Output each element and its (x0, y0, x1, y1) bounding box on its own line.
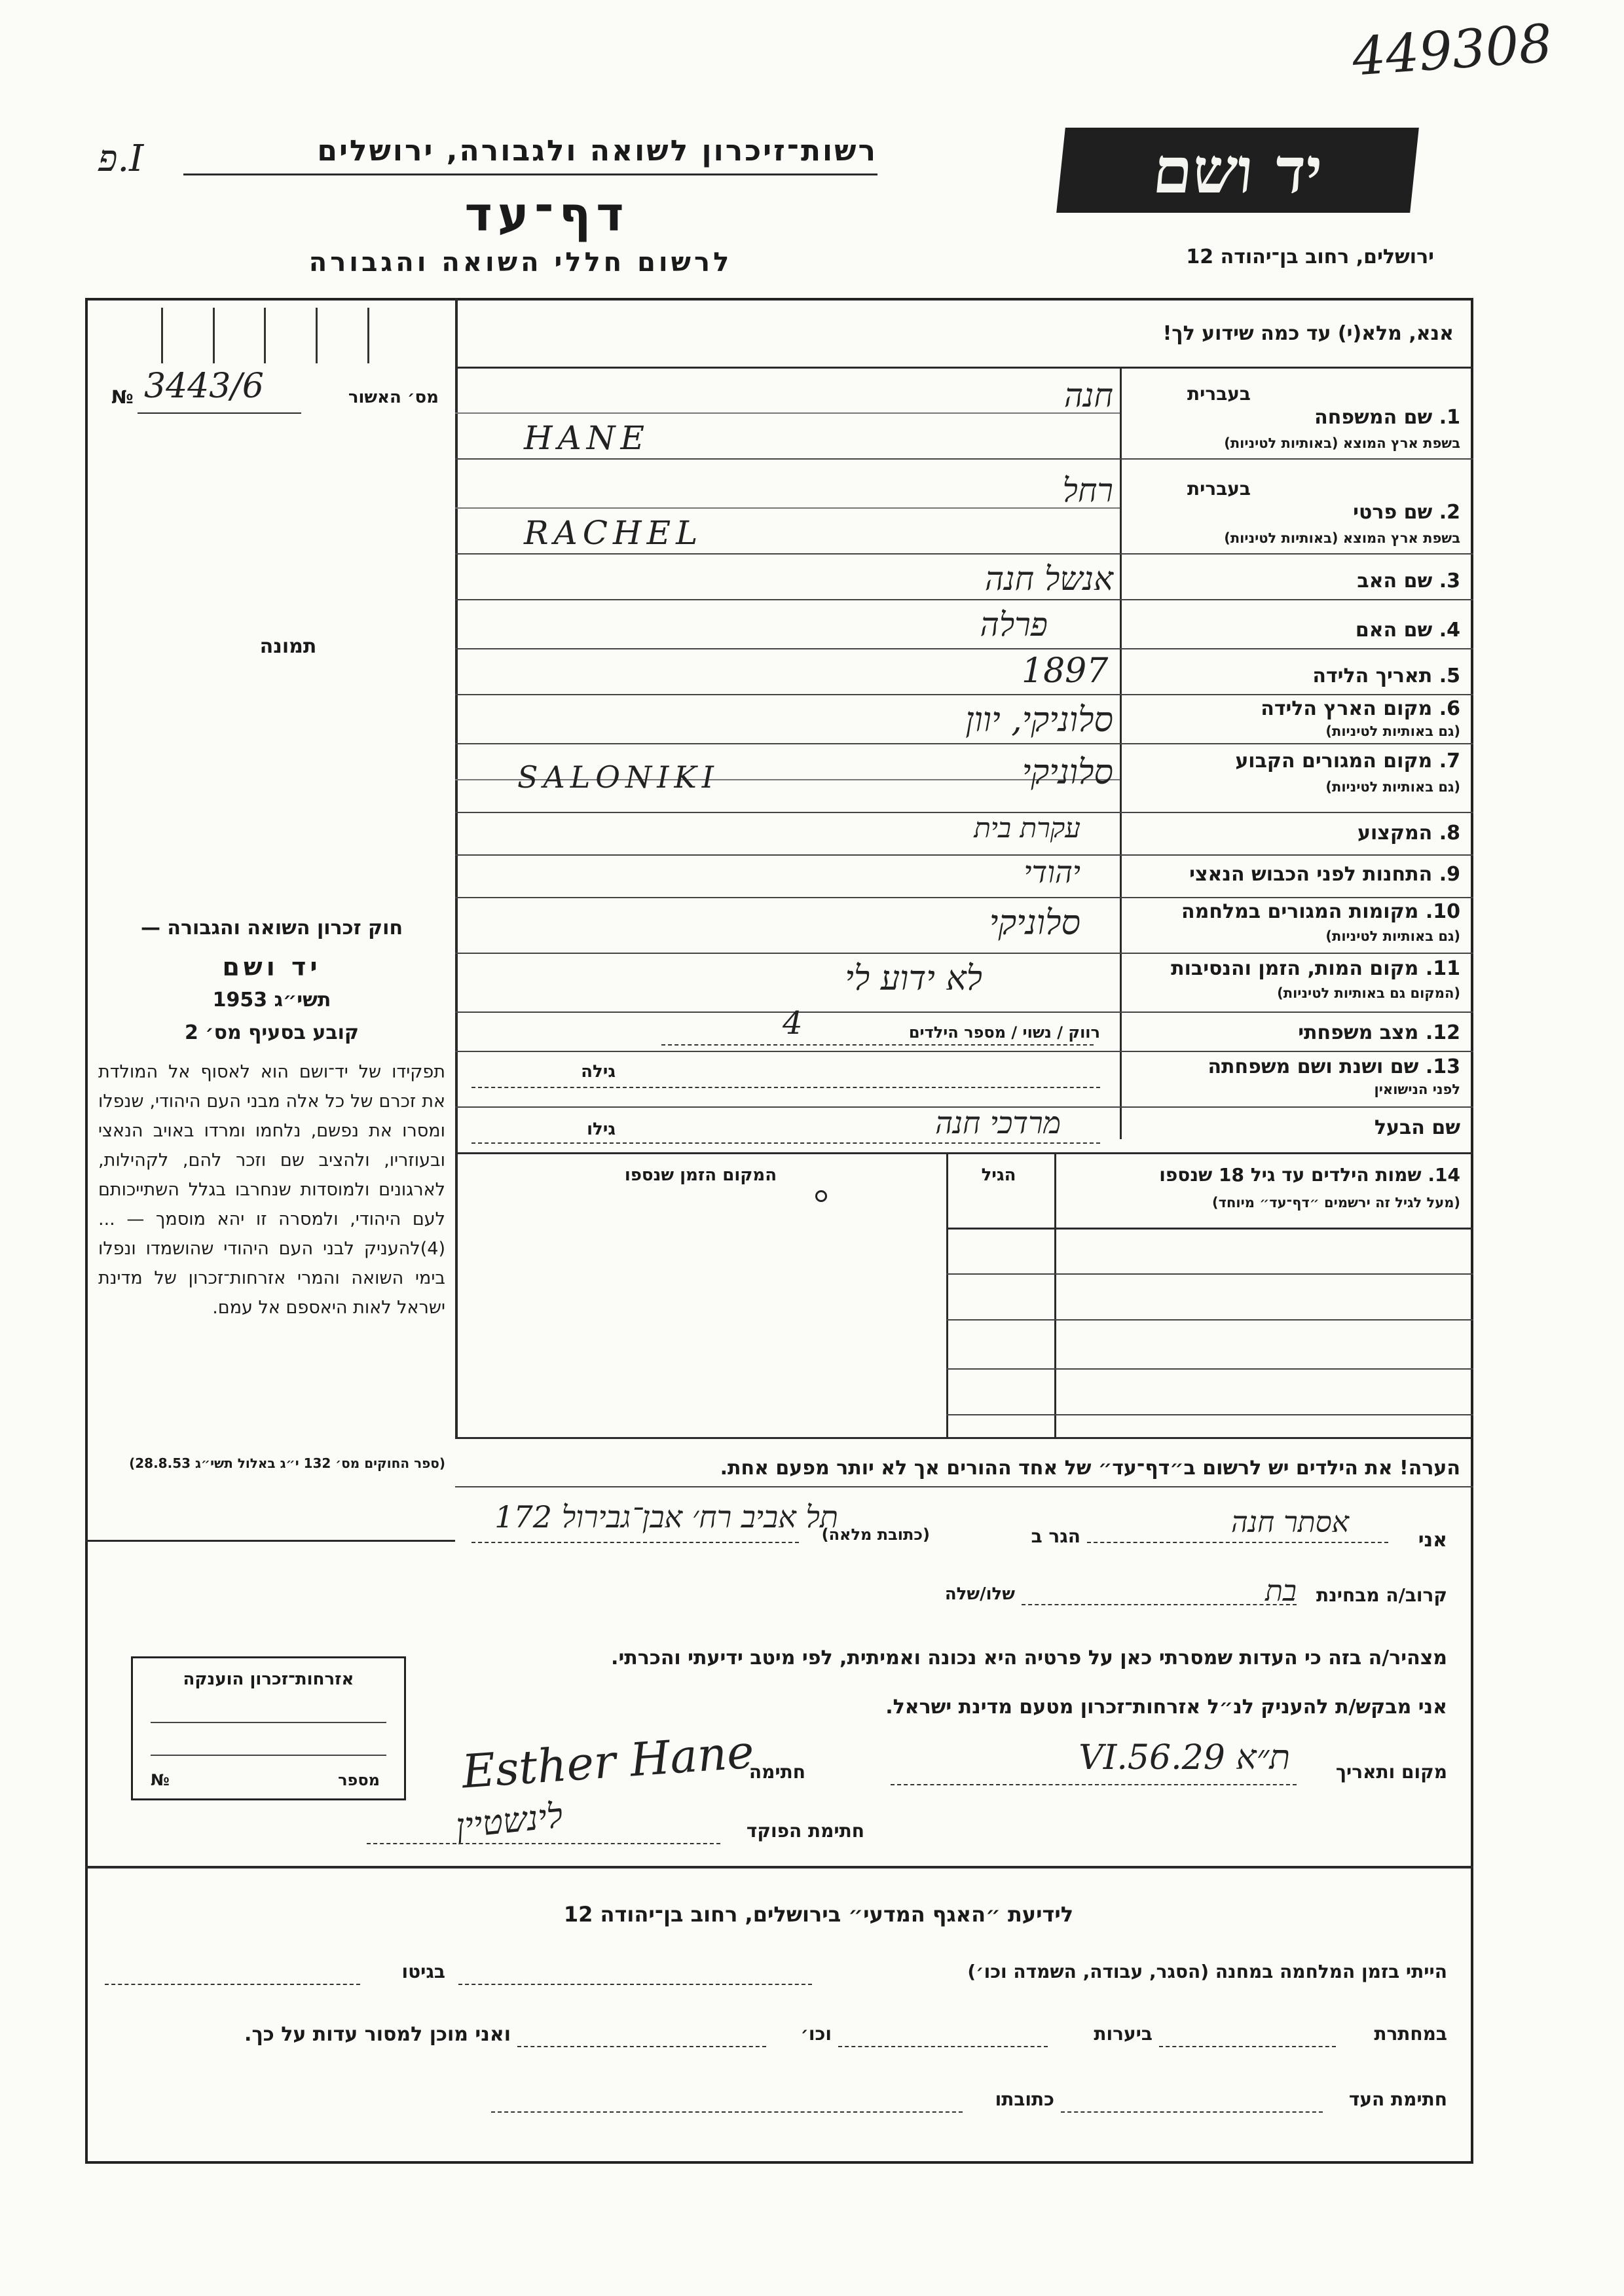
field-2-value: רחל (1062, 471, 1113, 509)
law-name: יד ושם (222, 953, 322, 981)
field-2-label-text: שם פרטי (1353, 501, 1433, 524)
field-4-value: פרלה (980, 606, 1048, 644)
field-11-label (1126, 957, 1460, 980)
field-9-label (1153, 863, 1460, 886)
bottom-line1-blank-2 (105, 1984, 360, 1985)
field-13-number: 13. (1425, 1055, 1460, 1078)
children-col-age: הגיל (981, 1165, 1016, 1185)
field-5-label-text: תאריך הלידה (1312, 665, 1433, 687)
bottom-line1-blank (458, 1984, 812, 1985)
field-10-label-text: מקומות המגורים במלחמה (1181, 900, 1419, 923)
children-header-bottom (946, 1228, 1473, 1230)
children-row-1 (946, 1273, 1473, 1275)
bottom-line2-b: ביערות (1094, 2023, 1153, 2045)
doc-subtitle: לרשום חללי השואה והגבורה (308, 247, 733, 278)
field-3-label-text: שם האב (1357, 570, 1433, 592)
law-year: תשי״ג 1953 (212, 989, 331, 1011)
place-date-label: מקום ותאריך (1335, 1761, 1447, 1783)
field-1-value-latin: HANE (524, 419, 650, 457)
relation-label: קרוב/ה מבחינת (1316, 1584, 1447, 1606)
corner-mark: פ.I (98, 137, 144, 180)
field-11-label-text: מקום המות, הזמן והנסיבות (1171, 957, 1419, 980)
authority-name: רשות־זיכרון לשואה ולגבורה, ירושלים (317, 134, 877, 168)
children-row-3 (946, 1368, 1473, 1370)
field-10-label (1126, 900, 1460, 923)
field-12-sub-line: רווק / נשוי / מספר הילדים (908, 1023, 1100, 1042)
bottom-line2-c: וכו׳ (800, 2023, 832, 2045)
declarant-address-label: (כתובת מלאה) (821, 1525, 930, 1544)
law-clause: קובע בסעיף מס׳ 2 (184, 1021, 360, 1044)
relation-of-label: שלו/שלה (944, 1584, 1015, 1604)
approval-underline (138, 412, 301, 414)
field-2-sub: בשפת ארץ המוצא (באותיות לטיניות) (1224, 530, 1460, 546)
photo-label: תמונה (259, 635, 317, 658)
field-10-value: סלוניקי (989, 903, 1080, 943)
field-7-label (1166, 750, 1460, 773)
field-8-label (1244, 822, 1460, 845)
place-date-line (891, 1784, 1297, 1785)
certificate-number-prefix: № (151, 1771, 170, 1789)
field-7-value: סלוניקי (1022, 753, 1113, 792)
husband-age-label: גילו (587, 1120, 616, 1139)
field-6-sub: (גם באותיות לטיניות) (1325, 723, 1460, 739)
declarant-name-line (1087, 1542, 1388, 1543)
doc-title: דף־עד (464, 187, 629, 242)
left-column-divider (455, 298, 458, 1437)
signature-label: חתימה (748, 1761, 805, 1783)
field-13-age-label: גילה (581, 1062, 616, 1082)
field-4-number: 4. (1439, 619, 1460, 642)
children-row-2 (946, 1319, 1473, 1321)
field-7-value-latin: SALONIKI (517, 759, 719, 795)
field-13-label (1126, 1055, 1460, 1078)
field-8-number: 8. (1439, 822, 1460, 845)
field-8-value: עקרת בית (974, 812, 1080, 844)
officer-line (367, 1843, 720, 1844)
bottom-line2-a: במחתרת (1374, 2023, 1447, 2045)
field-13-label-text: שם ושנת ושם משפחתה (1208, 1055, 1419, 1078)
field-1-number: 1. (1439, 406, 1460, 429)
field-12-dotted-line (661, 1044, 1094, 1046)
field-9-value: יהודי (1024, 854, 1080, 890)
field-13-sub: לפני הנישואין (1374, 1082, 1460, 1097)
field-4-label (1244, 619, 1460, 642)
declaration-text: מצהיר/ה בזה כי העדות שמסרתי כאן על פרטיה היא נכונה ואמיתית, לפי מיטב ידיעתי והכרתי. (611, 1647, 1447, 1669)
approval-number-label: מס׳ האשור (348, 388, 439, 407)
field-2-label (1244, 501, 1460, 524)
relation-line (1022, 1604, 1297, 1605)
field-12-label-text: מצב משפחתי (1298, 1021, 1419, 1044)
note-separator (455, 1486, 1473, 1487)
field-8-label-text: המקצוע (1357, 822, 1433, 845)
field-4-label-text: שם האם (1355, 619, 1433, 642)
archive-number: 449308 (1350, 12, 1555, 88)
law-title: חוק זכרון השואה והגבורה — (140, 917, 403, 939)
field-12-value: 4 (783, 1005, 803, 1042)
request-text: אני מבקש/ת להעניק לנ״ל אזרחות־זכרון מטעם מדינת ישראל. (885, 1696, 1447, 1719)
field-3-number: 3. (1439, 570, 1460, 592)
certificate-number-label: מספר (338, 1771, 380, 1789)
field-7-number: 7. (1439, 750, 1460, 773)
bottom-section-separator (85, 1866, 1473, 1868)
bottom-line3-b: כתובתו (995, 2088, 1054, 2110)
label-column-divider (1120, 367, 1122, 1139)
field-7-sub: (גם באותיות לטיניות) (1325, 779, 1460, 795)
field-3-label (1244, 570, 1460, 592)
children-row-4 (946, 1414, 1473, 1415)
approval-number-prefix: № (111, 386, 134, 408)
approval-number-value: 3443/6 (144, 367, 264, 406)
field-11-number: 11. (1425, 957, 1460, 980)
bottom-line1-end: בגיטו (401, 1961, 445, 1982)
certificate-title: אזרחות־זכרון הוענקה (183, 1669, 354, 1689)
field-2-value-latin: RACHEL (524, 514, 703, 552)
left-column-bottom (85, 1540, 455, 1542)
field-11-value: לא ידוע לי (845, 959, 982, 998)
signature-value: Esther Hane (460, 1724, 756, 1799)
husband-label: שם הבעל (1374, 1116, 1460, 1139)
note-text: הערה! את הילדים יש לרשום ב״דף־עד״ של אחד ההורים אך לא יותר מפעם אחת. (720, 1457, 1460, 1480)
field-5-label (1244, 665, 1460, 687)
field-5-value: 1897 (1022, 651, 1109, 691)
field-12-number: 12. (1425, 1021, 1460, 1044)
authority-underline (183, 173, 877, 175)
children-label-text: שמות הילדים עד גיל 18 שנספו (1159, 1164, 1422, 1186)
officer-signature: לינשטיין (454, 1796, 565, 1847)
field-6-value: סלוניקי, יוון (965, 701, 1113, 740)
husband-value: מרדכי חנה (935, 1105, 1061, 1140)
field-6-label-text: מקום הארץ הלידה (1261, 697, 1433, 720)
law-body: תפקידו של יד־ושם הוא לאסוף אל המולדת את זכרם של כל אלה מבני העם היהודי, שנפלו ומסרו את נפשם, נלחמו ומרדו באויב הנאצי ובעוזריו, ולהציב שם וזכר להם, לקהילות, לארגונים ולמוסדות שנחרבו בגלל השתייכותם לעם היהודי, ולמסרה זו יהא מוסמך — ...(4)להעניק לבני העם היהודי שהושמדו ונפלו בימי השואה והמרי אזרחות־זכרון של מדינת ישראל לאות היאספם אל עמם. (98, 1062, 445, 1318)
children-table-bottom (455, 1437, 1473, 1439)
row-top (455, 367, 1473, 369)
field-1-label (1244, 406, 1460, 429)
declarant-prefix: אני (1418, 1529, 1447, 1552)
field-1-lang: בעברית (1187, 383, 1251, 405)
children-col-place: המקום הזמן שנספו (624, 1165, 777, 1185)
bottom-title: לידיעת ״האגף המדעי״ בירושלים, רחוב בן־יהודה 12 (563, 1902, 1074, 1927)
children-number: 14. (1428, 1164, 1460, 1186)
bottom-line1-start: הייתי בזמן המלחמה במחנה (הסגר, עבודה, השמדה וכו׳) (967, 1961, 1447, 1982)
field-13-dotted-line (471, 1087, 1100, 1088)
field-1-value: חנה (1063, 376, 1113, 414)
declarant-address-line (471, 1542, 799, 1543)
field-6-number: 6. (1439, 697, 1460, 720)
husband-dotted-line (471, 1142, 1100, 1144)
declarant-lives-in: הגר ב (1031, 1525, 1080, 1547)
yad-vashem-logo (1056, 128, 1419, 213)
field-1-sub: בשפת ארץ המוצא (באותיות לטיניות) (1224, 435, 1460, 451)
field-10-number: 10. (1425, 900, 1460, 923)
field-9-label-text: התחנות לפני הכבוש הנאצי (1189, 863, 1433, 886)
relation-value: בת (1264, 1575, 1297, 1608)
field-3-value: אנשל חנה (984, 560, 1113, 598)
top-instruction: אנא, מלא(י) עד כמה שידוע לך! (1162, 322, 1454, 345)
field-5-number: 5. (1439, 665, 1460, 687)
field-1-label-text: שם המשפחה (1314, 406, 1433, 429)
declarant-address-value: תל אביב רח׳ אבן־גבירול 172 (494, 1499, 838, 1535)
logo-text: יד ושם (1149, 133, 1326, 208)
approval-digit-boxes (111, 308, 419, 363)
bottom-line2-end: ואני מוכן למסור עדות על כך. (244, 2023, 511, 2046)
field-6-label (1166, 697, 1460, 720)
bullet-mark (815, 1190, 827, 1202)
field-7-label-text: מקום המגורים הקבוע (1235, 750, 1433, 773)
place-date-value: ת״א 29.VI.56 (1079, 1738, 1290, 1777)
children-sub: (מעל לגיל זה ירשמים ״דף־עד״ מיוחד) (1212, 1195, 1460, 1211)
bottom-line3-a: חתימת העד (1348, 2088, 1447, 2110)
institution-address: ירושלים, רחוב בן־יהודה 12 (1186, 246, 1434, 268)
field-11-sub: (המקום גם באותיות לטיניות) (1277, 985, 1460, 1001)
children-label (1067, 1164, 1460, 1186)
field-2-lang: בעברית (1187, 478, 1251, 500)
children-col-divider-2 (946, 1152, 948, 1437)
field-10-sub: (גם באותיות לטיניות) (1325, 928, 1460, 944)
law-source: (ספר החוקים מס׳ 132 י״ג באלול תשי״ג 28.8.53) (129, 1455, 445, 1471)
children-col-divider-1 (1054, 1152, 1056, 1437)
declarant-name-value: אסתר חנה (1231, 1506, 1349, 1539)
field-2-number: 2. (1439, 501, 1460, 524)
field-12-label (1244, 1021, 1460, 1044)
officer-label: חתימת הפוקד (746, 1820, 864, 1842)
field-9-number: 9. (1439, 863, 1460, 886)
